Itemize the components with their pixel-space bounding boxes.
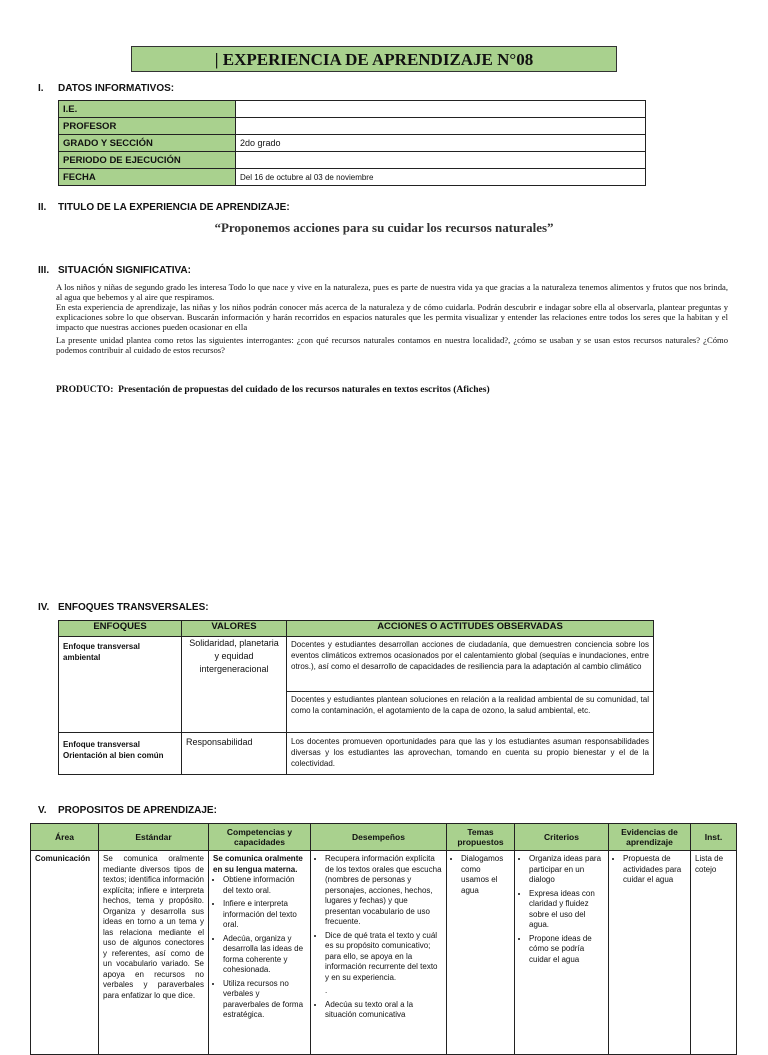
section-title: TITULO DE LA EXPERIENCIA DE APRENDIZAJE: [58, 202, 290, 213]
propositos-table [30, 823, 737, 1055]
list-item: • Infiere e interpreta información del texto oral. [223, 899, 306, 931]
table-row [59, 101, 646, 118]
enfoque-line: Orientación al bien común [63, 751, 164, 760]
info-value [236, 152, 646, 169]
criterios-list [519, 854, 604, 965]
enfoque-line: Enfoque transversal [63, 740, 140, 749]
column-header: VALORES [182, 621, 287, 637]
column-header: Inst. [691, 824, 737, 851]
list-item: • Adecúa su texto oral a la situación comunicativa [325, 1000, 442, 1021]
enfoque-cell: Enfoque transversal ambiental [59, 637, 182, 733]
info-value [236, 118, 646, 135]
list-item: • Utiliza recursos no verbales y paraverbales de forma estratégica. [223, 979, 306, 1021]
table-row [59, 118, 646, 135]
info-value [236, 101, 646, 118]
capacidades-list [213, 875, 306, 1021]
list-item: • Propuesta de actividades para cuidar el agua [623, 854, 686, 886]
list-item: • Propone ideas de cómo se podría cuidar el agua [529, 934, 604, 966]
instrumento-cell: Lista de cotejo [691, 851, 737, 1055]
info-label: FECHA [59, 169, 236, 186]
section-title: DATOS INFORMATIVOS: [58, 83, 175, 94]
product-label: PRODUCTO: [56, 385, 114, 395]
info-label: PROFESOR [59, 118, 236, 135]
column-header: ACCIONES O ACTITUDES OBSERVADAS [287, 621, 654, 637]
column-header: Área [31, 824, 99, 851]
enfoques-table [58, 620, 654, 775]
list-item: • Obtiene información del texto oral. [223, 875, 306, 896]
section-number: IV. [38, 602, 50, 613]
section-number: III. [38, 265, 50, 276]
section-number: II. [38, 202, 47, 213]
desempenos-list [315, 854, 442, 1021]
accion-cell: Docentes y estudiantes desarrollan acciones de ciudadanía, que demuestren conciencia sobre los eventos climáticos extremos ocasionados por el calentamiento global (sequías e inundaciones, entre otros.), así como el desarrollo de capacidades de resiliencia para la adaptación al cambio climático [287, 637, 654, 692]
section-number: V. [38, 805, 47, 816]
column-header: Criterios [515, 824, 609, 851]
section-4-heading [38, 602, 209, 613]
table-header-row [31, 824, 737, 851]
accion-cell: Los docentes promueven oportunidades para que las y los estudiantes asuman responsabilidades diversas y los estudiantes las aprovechan, tomando en cuenta su propio bienestar y el de la colectividad. [287, 733, 654, 775]
list-item: • Adecúa, organiza y desarrolla las ideas de forma coherente y cohesionada. [223, 934, 306, 976]
evidencias-list [613, 854, 686, 886]
list-item: • Expresa ideas con claridad y fluidez sobre el uso del agua. [529, 889, 604, 931]
situation-text [56, 282, 728, 355]
section-title: ENFOQUES TRANSVERSALES: [58, 602, 209, 613]
valor-cell: Solidaridad, planetaria y equidad intergeneracional [182, 637, 287, 733]
column-header: Evidencias de aprendizaje [609, 824, 691, 851]
column-header: Temas propuestos [447, 824, 515, 851]
info-label: GRADO Y SECCIÓN [59, 135, 236, 152]
list-item: • Organiza ideas para participar en un dialogo [529, 854, 604, 886]
experience-title: “Proponemos acciones para su cuidar los recursos naturales” [214, 220, 554, 235]
info-value: 2do grado [236, 135, 646, 152]
table-row [59, 169, 646, 186]
list-item: . [325, 986, 328, 995]
temas-list [451, 854, 510, 896]
area-cell: Comunicación [31, 851, 99, 1055]
valor-cell: Responsabilidad [182, 733, 287, 775]
list-item: • Dice de qué trata el texto y cuál es su propósito comunicativo; para ello, se apoya en la información recurrente del texto y en su experiencia. [325, 931, 442, 984]
estandar-cell: Se comunica oralmente mediante diversos tipos de textos; identifica información explícita; infiere e interpreta hechos, tema y propósito. Organiza y desarrolla sus ideas en torno a un tema y las relaciona mediante el uso de algunos conectores y referentes, así como de un vocabulario variado. Se apoya en recursos no verbales y paraverbales para enfatizar lo que dice. [99, 851, 209, 1055]
section-number: I. [38, 83, 44, 94]
list-item: • Dialogamos como usamos el agua [461, 854, 510, 896]
section-1-heading [38, 83, 174, 94]
table-row [59, 152, 646, 169]
info-label: PERIODO DE EJECUCIÓN [59, 152, 236, 169]
table-row [59, 637, 654, 692]
table-row [59, 733, 654, 775]
column-header: ENFOQUES [59, 621, 182, 637]
list-item: • Recupera información explícita de los textos orales que escucha (nombres de personas y personajes, acciones, hechos, lugares y fechas) y que presentan vocabulario de uso frecuente. [325, 854, 442, 928]
enfoque-cell [59, 733, 182, 775]
situation-paragraph: En esta experiencia de aprendizaje, las niñas y los niños podrán conocer más acerca de la naturaleza y de cómo cuidarla. Podrán descubrir e indagar sobre ella al observarla, plantear preguntas y explicaciones sobre lo que observan. Buscarán información y harán recorridos en espacios naturales que les permita visualizar y entender las relaciones entre todos los seres que la habitan y el impacto que nuestras acciones pueden ocasionar en ella [56, 302, 728, 332]
page-title: | EXPERIENCIA DE APRENDIZAJE N°08 [131, 46, 617, 72]
situation-paragraph: A los niños y niñas de segundo grado les interesa Todo lo que nace y vive en la naturaleza, pues es parte de nuestra vida ya que gracias a la naturaleza tenemos alimentos y frutos que nos brinda, al agua que bebemos y al aire que respiramos. [56, 282, 728, 302]
section-5-heading [38, 805, 217, 816]
table-row [59, 135, 646, 152]
competencia-title: Se comunica oralmente en su lengua materna. [213, 854, 303, 874]
product-text: Presentación de propuestas del cuidado de los recursos naturales en textos escritos (Afiches) [118, 385, 490, 395]
product-line [56, 385, 490, 395]
situation-paragraph: La presente unidad plantea como retos las siguientes interrogantes: ¿con qué recursos naturales contamos en nuestra localidad?, ¿cómo se usaban y se usan estos recursos naturales? ¿Cómo podemos contribuir al cuidado de estos recursos? [56, 335, 728, 355]
section-2-heading [38, 202, 290, 213]
info-label: I.E. [59, 101, 236, 118]
column-header: Competencias y capacidades [209, 824, 311, 851]
section-3-heading [38, 265, 191, 276]
accion-cell: Docentes y estudiantes plantean soluciones en relación a la realidad ambiental de su comunidad, tal como la contaminación, el agotamiento de la capa de ozono, la salud ambiental, etc. [287, 692, 654, 733]
section-title: PROPOSITOS DE APRENDIZAJE: [58, 805, 217, 816]
table-header-row [59, 621, 654, 637]
section-title: SITUACIÓN SIGNIFICATIVA: [58, 265, 191, 276]
info-value: Del 16 de octubre al 03 de noviembre [236, 169, 646, 186]
column-header: Desempeños [311, 824, 447, 851]
column-header: Estándar [99, 824, 209, 851]
info-table [58, 100, 646, 186]
